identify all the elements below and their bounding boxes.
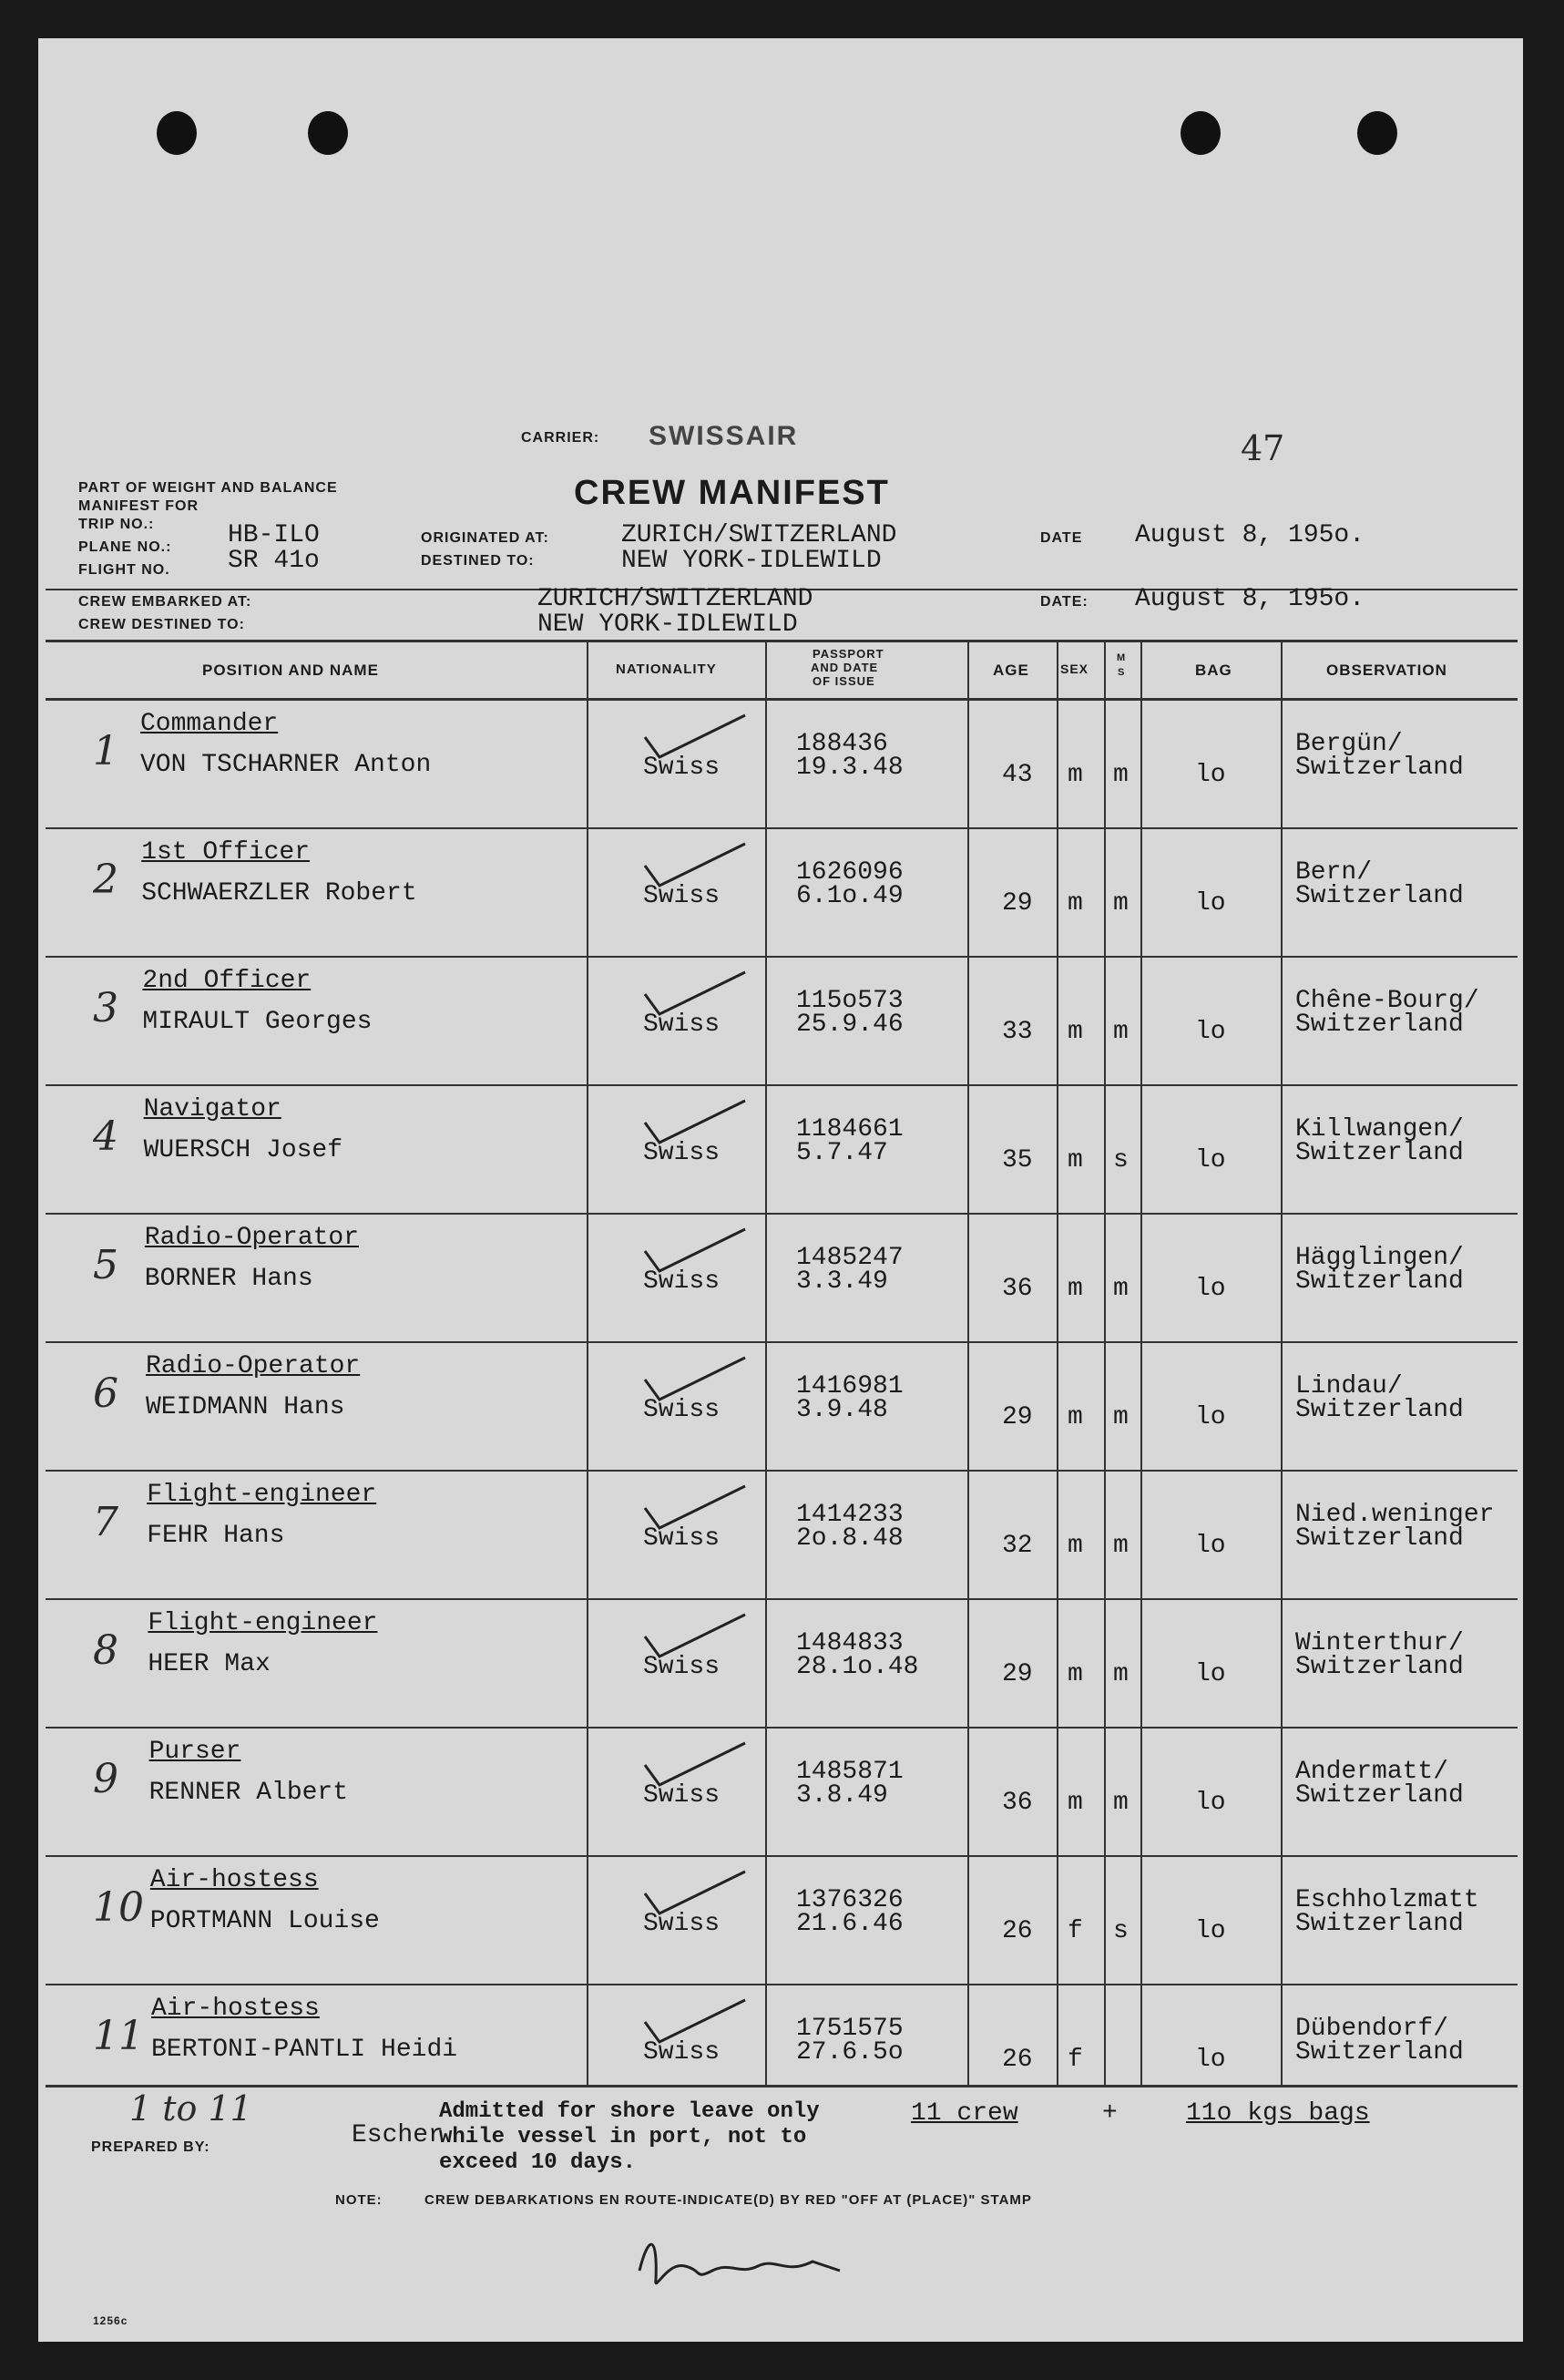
document-title: CREW MANIFEST <box>574 474 890 512</box>
crew-marital-status: m <box>1113 889 1129 918</box>
row-number: 3 <box>93 985 118 1031</box>
crew-sex: m <box>1068 1275 1083 1303</box>
totals-plus: + <box>1102 2099 1118 2128</box>
passport-issue-date: 28.1o.48 <box>796 1653 919 1681</box>
crew-nationality: Swiss <box>643 1396 721 1424</box>
passport-issue-date: 3.8.49 <box>796 1781 888 1810</box>
left-label-trip: TRIP NO.: <box>78 517 155 532</box>
observation-line-1: Nied.weninger <box>1295 1501 1495 1529</box>
crew-age: 35 <box>1002 1146 1033 1175</box>
crew-age: 29 <box>1002 889 1033 918</box>
row-divider <box>46 1727 1518 1729</box>
crew-sex: m <box>1068 1789 1083 1817</box>
crew-nationality: Swiss <box>643 882 721 910</box>
crew-nationality: Swiss <box>643 1267 721 1296</box>
crew-sex: f <box>1068 2046 1083 2074</box>
crew-age: 36 <box>1002 1275 1033 1303</box>
crew-bag: lo <box>1195 1532 1226 1560</box>
passport-issue-date: 5.7.47 <box>796 1139 888 1167</box>
crew-bag: lo <box>1195 2046 1226 2074</box>
column-divider <box>967 640 969 2087</box>
originated-label: ORIGINATED AT: <box>421 530 549 546</box>
observation-line-1: Winterthur/ <box>1295 1629 1464 1657</box>
punch-hole <box>308 111 348 155</box>
header-nationality: NATIONALITY <box>616 662 717 677</box>
observation-line-1: Dübendorf/ <box>1295 2015 1449 2043</box>
crew-destined-label: CREW DESTINED TO: <box>78 617 245 632</box>
document-page <box>38 38 1523 2342</box>
observation-line-2: Switzerland <box>1295 1396 1464 1424</box>
passport-number: 188436 <box>796 730 888 758</box>
row-number: 11 <box>93 2013 144 2059</box>
observation-line-1: Hägglingen/ <box>1295 1244 1464 1272</box>
crew-bag: lo <box>1195 1917 1226 1945</box>
observation-line-1: Lindau/ <box>1295 1372 1403 1400</box>
observation-line-2: Switzerland <box>1295 754 1464 782</box>
observation-line-1: Andermatt/ <box>1295 1758 1449 1786</box>
crew-nationality: Swiss <box>643 1010 721 1039</box>
crew-name: PORTMANN Louise <box>149 1907 380 1935</box>
row-divider <box>46 1470 1518 1472</box>
crew-age: 32 <box>1002 1532 1033 1560</box>
row-number: 1 <box>93 728 118 775</box>
crew-age: 33 <box>1002 1018 1033 1046</box>
column-divider <box>587 640 588 2087</box>
plane-number: HB-ILO <box>228 521 320 549</box>
crew-marital-status: m <box>1113 1660 1129 1688</box>
row-number: 2 <box>93 857 118 903</box>
observation-line-1: Eschholzmatt <box>1295 1886 1479 1914</box>
crew-bag: lo <box>1195 1146 1226 1175</box>
observation-line-2: Switzerland <box>1295 1781 1464 1810</box>
left-label-plane: PLANE NO.: <box>78 539 172 555</box>
admission-line-1: Admitted for shore leave only <box>439 2099 820 2124</box>
passport-number: 1626096 <box>796 858 904 887</box>
observation-line-1: Bergün/ <box>1295 730 1403 758</box>
passport-number: 1485871 <box>796 1758 904 1786</box>
flight-number: SR 41o <box>228 547 320 575</box>
header-ms-1: M <box>1117 652 1127 663</box>
signature-icon <box>621 2225 858 2298</box>
crew-bag: lo <box>1195 1018 1226 1046</box>
passport-number: 1485247 <box>796 1244 904 1272</box>
header-passport-2: AND DATE <box>811 661 879 674</box>
table-header-rule <box>46 698 1518 701</box>
crew-sex: m <box>1068 1403 1083 1431</box>
originated-value: ZURICH/SWITZERLAND <box>621 521 897 549</box>
row-divider <box>46 827 1518 829</box>
row-number: 4 <box>93 1113 118 1160</box>
passport-number: 115o573 <box>796 987 904 1015</box>
crew-age: 43 <box>1002 761 1033 789</box>
crew-name: HEER Max <box>148 1650 271 1678</box>
crew-age: 26 <box>1002 1917 1033 1945</box>
crew-name: WEIDMANN Hans <box>146 1393 345 1421</box>
crew-embarked-label: CREW EMBARKED AT: <box>78 594 252 610</box>
crew-embarked-value: ZURICH/SWITZERLAND <box>537 585 813 613</box>
crew-marital-status: m <box>1113 1789 1129 1817</box>
date2-value: August 8, 195o. <box>1135 585 1365 613</box>
punch-hole <box>157 111 197 155</box>
left-label-1: PART OF WEIGHT AND BALANCE <box>78 480 338 496</box>
column-divider <box>1281 640 1283 2087</box>
row-number: 7 <box>93 1499 118 1545</box>
passport-issue-date: 3.9.48 <box>796 1396 888 1424</box>
crew-bag: lo <box>1195 889 1226 918</box>
observation-line-2: Switzerland <box>1295 2038 1464 2067</box>
prepared-value: Escher <box>352 2121 444 2149</box>
column-divider <box>1057 640 1058 2087</box>
observation-line-2: Switzerland <box>1295 1267 1464 1296</box>
row-divider <box>46 1855 1518 1857</box>
observation-line-2: Switzerland <box>1295 1010 1464 1039</box>
observation-line-1: Bern/ <box>1295 858 1373 887</box>
header-age: AGE <box>993 662 1029 679</box>
row-divider <box>46 1598 1518 1600</box>
header-ms-2: S <box>1118 667 1126 678</box>
crew-marital-status: s <box>1113 1917 1129 1945</box>
passport-issue-date: 3.3.49 <box>796 1267 888 1296</box>
admission-line-3: exceed 10 days. <box>439 2150 637 2175</box>
crew-marital-status: m <box>1113 761 1129 789</box>
crew-name: WUERSCH Josef <box>143 1136 343 1164</box>
destined-label: DESTINED TO: <box>421 553 535 569</box>
crew-sex: m <box>1068 1146 1083 1175</box>
row-number: 9 <box>93 1756 118 1802</box>
totals-bags: 11o kgs bags <box>1186 2099 1370 2128</box>
crew-bag: lo <box>1195 1789 1226 1817</box>
crew-marital-status: m <box>1113 1532 1129 1560</box>
observation-line-2: Switzerland <box>1295 1910 1464 1938</box>
left-label-flight: FLIGHT NO. <box>78 562 170 578</box>
crew-nationality: Swiss <box>643 1653 721 1681</box>
row-divider <box>46 1984 1518 1985</box>
passport-number: 1414233 <box>796 1501 904 1529</box>
row-number: 10 <box>93 1884 144 1931</box>
crew-name: FEHR Hans <box>147 1522 285 1550</box>
admission-line-2: while vessel in port, not to <box>439 2125 807 2149</box>
crew-sex: m <box>1068 1018 1083 1046</box>
crew-age: 36 <box>1002 1789 1033 1817</box>
crew-marital-status: m <box>1113 1275 1129 1303</box>
passport-issue-date: 27.6.5o <box>796 2038 904 2067</box>
row-divider <box>46 1213 1518 1215</box>
passport-number: 1484833 <box>796 1629 904 1657</box>
header-sex: SEX <box>1060 662 1089 676</box>
punch-hole <box>1181 111 1221 155</box>
header-passport-3: OF ISSUE <box>813 674 875 688</box>
crew-sex: m <box>1068 1660 1083 1688</box>
crew-marital-status: m <box>1113 1018 1129 1046</box>
observation-line-2: Switzerland <box>1295 1139 1464 1167</box>
note-label: NOTE: <box>335 2192 383 2208</box>
crew-age: 29 <box>1002 1660 1033 1688</box>
crew-destined-value: NEW YORK-IDLEWILD <box>537 610 798 639</box>
crew-position: Flight-engineer <box>147 1481 377 1509</box>
passport-number: 1376326 <box>796 1886 904 1914</box>
header-observation: OBSERVATION <box>1326 662 1447 679</box>
observation-line-2: Switzerland <box>1295 1524 1464 1553</box>
observation-line-1: Chêne-Bourg/ <box>1295 987 1479 1015</box>
passport-issue-date: 25.9.46 <box>796 1010 904 1039</box>
crew-nationality: Swiss <box>643 1910 721 1938</box>
crew-nationality: Swiss <box>643 1139 721 1167</box>
punch-hole <box>1357 111 1397 155</box>
crew-bag: lo <box>1195 1403 1226 1431</box>
passport-issue-date: 19.3.48 <box>796 754 904 782</box>
carrier-label: CARRIER: <box>521 430 600 446</box>
crew-name: BERTONI-PANTLI Heidi <box>151 2036 458 2064</box>
crew-position: Commander <box>140 710 279 738</box>
crew-nationality: Swiss <box>643 1781 721 1810</box>
destined-value: NEW YORK-IDLEWILD <box>621 547 882 575</box>
crew-position: Navigator <box>143 1095 281 1123</box>
table-top-rule <box>46 640 1518 642</box>
observation-line-2: Switzerland <box>1295 882 1464 910</box>
crew-position: 2nd Officer <box>142 967 312 995</box>
date-label: DATE <box>1040 530 1083 546</box>
column-divider <box>1104 640 1106 2087</box>
prepared-label: PREPARED BY: <box>91 2139 210 2155</box>
crew-bag: lo <box>1195 1275 1226 1303</box>
crew-position: Air-hostess <box>149 1866 319 1894</box>
observation-line-1: Killwangen/ <box>1295 1115 1464 1144</box>
row-divider <box>46 1341 1518 1343</box>
row-number: 5 <box>93 1242 118 1288</box>
left-label-2: MANIFEST FOR <box>78 498 199 514</box>
crew-name: VON TSCHARNER Anton <box>140 751 432 779</box>
header-bag: BAG <box>1195 662 1232 679</box>
passport-issue-date: 2o.8.48 <box>796 1524 904 1553</box>
passport-issue-date: 21.6.46 <box>796 1910 904 1938</box>
header-passport-1: PASSPORT <box>813 647 884 661</box>
crew-position: Purser <box>148 1738 241 1766</box>
observation-line-2: Switzerland <box>1295 1653 1464 1681</box>
crew-bag: lo <box>1195 761 1226 789</box>
passport-number: 1751575 <box>796 2015 904 2043</box>
crew-name: MIRAULT Georges <box>142 1008 373 1036</box>
crew-nationality: Swiss <box>643 1524 721 1553</box>
crew-position: Radio-Operator <box>146 1352 361 1380</box>
crew-sex: f <box>1068 1917 1083 1945</box>
table-bottom-rule <box>46 2085 1518 2088</box>
row-number: 6 <box>93 1370 118 1417</box>
row-divider <box>46 1084 1518 1086</box>
page-number: 47 <box>1241 428 1285 468</box>
crew-position: Flight-engineer <box>148 1609 378 1637</box>
crew-nationality: Swiss <box>643 754 721 782</box>
date2-label: DATE: <box>1040 594 1089 610</box>
date-value: August 8, 195o. <box>1135 521 1365 549</box>
crew-bag: lo <box>1195 1660 1226 1688</box>
crew-name: RENNER Albert <box>148 1779 349 1807</box>
totals-crew: 11 crew <box>911 2099 1018 2128</box>
crew-position: Air-hostess <box>151 1995 320 2023</box>
form-number: 1256c <box>93 2314 128 2327</box>
passport-issue-date: 6.1o.49 <box>796 882 904 910</box>
crew-sex: m <box>1068 1532 1083 1560</box>
column-divider <box>765 640 767 2087</box>
handwritten-note: 1 to 11 <box>129 2088 252 2129</box>
crew-position: Radio-Operator <box>144 1224 360 1252</box>
passport-number: 1416981 <box>796 1372 904 1400</box>
note-text: CREW DEBARKATIONS EN ROUTE-INDICATE(D) BY RED "OFF AT (PLACE)" STAMP <box>424 2192 1032 2208</box>
crew-sex: m <box>1068 761 1083 789</box>
crew-nationality: Swiss <box>643 2038 721 2067</box>
crew-sex: m <box>1068 889 1083 918</box>
crew-name: SCHWAERZLER Robert <box>141 879 417 908</box>
row-number: 8 <box>93 1627 118 1674</box>
crew-name: BORNER Hans <box>144 1265 313 1293</box>
passport-number: 1184661 <box>796 1115 904 1144</box>
header-position: POSITION AND NAME <box>202 662 379 679</box>
crew-age: 26 <box>1002 2046 1033 2074</box>
column-divider <box>1140 640 1142 2087</box>
crew-age: 29 <box>1002 1403 1033 1431</box>
carrier-value: SWISSAIR <box>649 421 799 451</box>
crew-marital-status: s <box>1113 1146 1129 1175</box>
row-divider <box>46 956 1518 958</box>
crew-marital-status: m <box>1113 1403 1129 1431</box>
crew-position: 1st Officer <box>141 838 311 867</box>
